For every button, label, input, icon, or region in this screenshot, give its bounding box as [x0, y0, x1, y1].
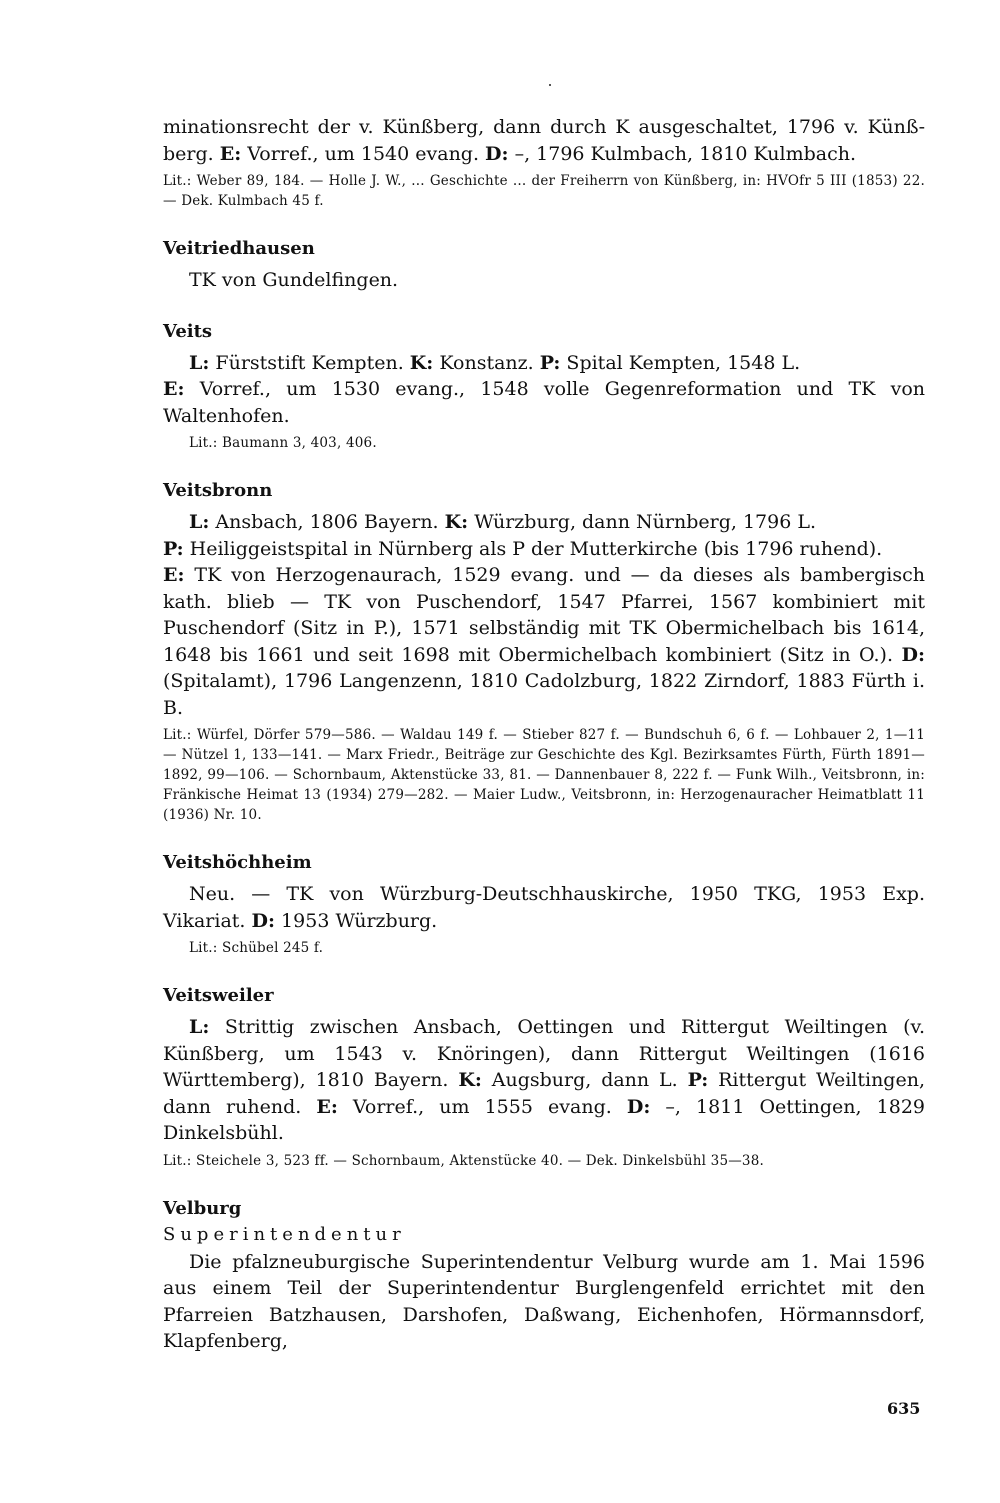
e-label: E:	[163, 378, 185, 400]
entry-literature: Lit.: Steichele 3, 523 ff. — Schornbaum, Aktenstücke 40. — Dek. Dinkelsbühl 35—38.	[163, 1152, 764, 1169]
entry-subtitle: Superintendentur	[163, 1223, 406, 1245]
continuation-literature: Lit.: Weber 89, 184. — Holle J. W., ... Geschichte ... der Freiherrn von Künßberg, in: HVOfr 5 III (1853) 22. — Dek. Kulmbach 45 f.	[163, 173, 925, 209]
entry-literature: Lit.: Schübel 245 f.	[189, 940, 324, 956]
d-text: –, 1796 Kulmbach, 1810 Kulmbach.	[508, 142, 857, 165]
entry-title: Veitriedhausen	[163, 238, 315, 259]
e-label: E:	[219, 142, 242, 165]
d-label: D:	[626, 1095, 651, 1118]
entry-title: Veitsweiler	[163, 985, 274, 1006]
scan-speck	[549, 84, 551, 86]
entry-title: Veitsbronn	[163, 480, 273, 501]
k-text: Würzburg, dann Nürnberg, 1796 L.	[468, 511, 816, 533]
p-label: P:	[539, 351, 561, 374]
entry-line-lkp	[163, 350, 925, 377]
k-label: K:	[444, 511, 469, 533]
e-text: TK von Herzogenaurach, 1529 evang. und — da dieses als bambergisch kath. blieb — TK von Puschendorf, 1547 Pfarrei, 1567 kombiniert mit Puschendorf (Sitz in P.), 1571 selbständig mit TK Obermichelbach bis 1614, 1648 bis 1661 und seit 1698 mit Obermichelbach kombiniert (Sitz in O.).	[163, 564, 925, 666]
entry-velburg	[163, 1197, 925, 1355]
p-text: Heiliggeistspital in Nürnberg als P der Mutterkirche (bis 1796 ruhend).	[183, 537, 883, 560]
entry-veits	[163, 320, 925, 454]
e-label: E:	[163, 564, 185, 586]
k-label: K:	[458, 1069, 482, 1091]
entry-literature: Lit.: Würfel, Dörfer 579—586. — Waldau 149 f. — Stieber 827 f. — Bundschuh 6, 6 f. — Lohbauer 2, 1—11 — Nützel 1, 133—141. — Marx Friedr., Beiträge zur Geschichte des Kgl. Bezirksamtes Fürth, Fürth 1891—1892, 99—106. — Schornbaum, Aktenstücke 33, 81. — Dannenbauer 8, 222 f. — Funk Wilh., Veitsbronn, in: Fränkische Heimat 13 (1934) 279—282. — Maier Ludw., Veitsbronn, in: Herzogenauracher Heimatblatt 11 (1936) Nr. 10.	[163, 727, 925, 823]
d-text: –, 1811 Oettingen, 1829 Dinkelsbühl.	[163, 1095, 925, 1144]
entry-text: Die pfalzneuburgische Superintendentur Velburg wurde am 1. Mai 1596 aus einem Teil der Superintendentur Burglengenfeld errichtet mit den Pfarreien Batzhausen, Darshofen, Daßwang, Eichenhofen, Hörmannsdorf, Klapfenberg,	[163, 1250, 925, 1352]
d-label: D:	[251, 909, 276, 932]
k-text: Augsburg, dann L.	[481, 1069, 688, 1091]
entry-veitsweiler	[163, 984, 925, 1171]
e-label: E:	[316, 1095, 338, 1118]
l-text: Ansbach, 1806 Bayern.	[209, 511, 445, 533]
l-label: L:	[189, 1016, 210, 1038]
entry-veitsbronn	[163, 479, 925, 825]
k-text: Konstanz.	[433, 351, 540, 374]
p-label: P:	[687, 1069, 709, 1091]
e-text: Vorref., um 1530 evang., 1548 volle Gegenreformation und TK von Waltenhofen.	[163, 378, 925, 427]
entry-line-lk	[163, 509, 925, 536]
entry-literature: Lit.: Baumann 3, 403, 406.	[189, 435, 377, 451]
l-text: Strittig zwischen Ansbach, Oettingen und Rittergut Weiltingen (v. Künßberg, um 1543 v. Knöringen), dann Rittergut Weiltingen (1616 Württemberg), 1810 Bayern.	[163, 1016, 925, 1091]
l-text: Fürststift Kempten.	[209, 351, 410, 374]
entry-veitshoechheim	[163, 851, 925, 958]
entry-title: Veitshöchheim	[163, 852, 312, 873]
entry-text	[163, 1014, 925, 1147]
entry-text: TK von Gundelfingen.	[189, 269, 399, 291]
d-text: 1953 Würzburg.	[275, 909, 438, 932]
entry-text	[163, 881, 925, 934]
p-text: Spital Kempten, 1548 L.	[560, 351, 801, 374]
entry-title: Velburg	[163, 1197, 242, 1219]
page-body	[163, 114, 925, 1355]
entry-line-e	[163, 562, 925, 721]
entry-veitriedhausen	[163, 237, 925, 294]
continuation-text	[163, 114, 925, 167]
entry-line-e	[163, 376, 925, 429]
d-label: D:	[485, 142, 509, 165]
entry-line-p	[163, 536, 925, 563]
d-text: (Spitalamt), 1796 Langenzenn, 1810 Cadolzburg, 1822 Zirndorf, 1883 Fürth i. B.	[163, 670, 925, 719]
l-label: L:	[189, 351, 210, 374]
p-text: Rittergut Weiltingen, dann ruhend.	[163, 1069, 925, 1118]
e-text: Vorref., um 1540 evang.	[241, 142, 486, 165]
page-number: 635	[887, 1399, 921, 1418]
e-text: Vorref., um 1555 evang.	[337, 1095, 627, 1118]
d-label: D:	[901, 643, 925, 666]
entry-title: Veits	[163, 320, 213, 342]
continuation-entry	[163, 114, 925, 211]
k-label: K:	[409, 351, 434, 374]
continuation-text-a: minationsrecht der v. Künßberg, dann durch K ausgeschaltet, 1796 v. Künß-berg.	[163, 116, 925, 165]
p-label: P:	[163, 537, 184, 560]
entry-text-a: Neu. — TK von Würzburg-Deutschhauskirche, 1950 TKG, 1953 Exp. Vikariat.	[163, 883, 925, 932]
l-label: L:	[189, 511, 210, 533]
